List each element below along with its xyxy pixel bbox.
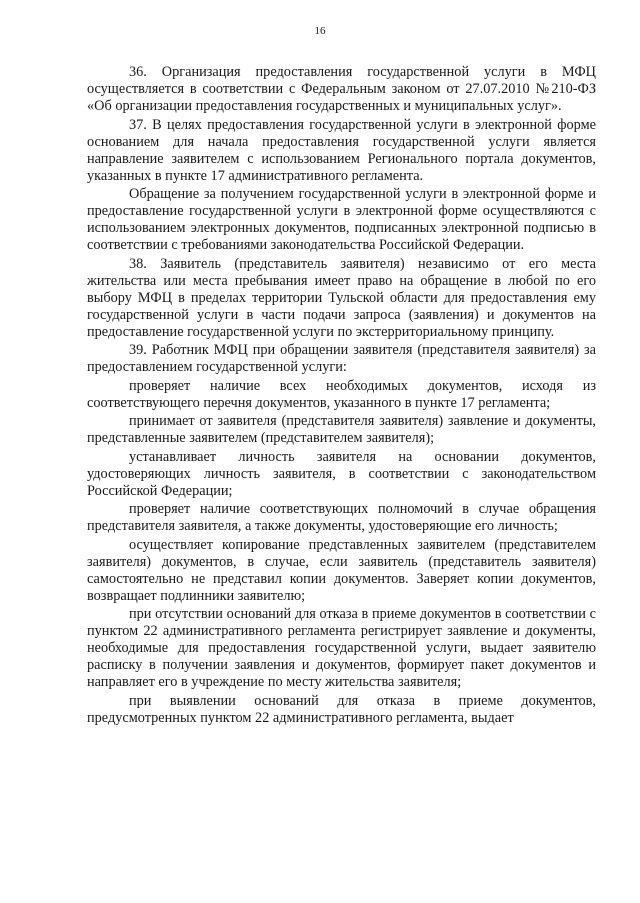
list-item-check-documents: проверяет наличие всех необходимых документов, исходя из соответствующего перечня документов, указанного в пункте 17 регламента; — [87, 377, 596, 411]
list-item-copy-documents: осуществляет копирование представленных заявителем (представителем заявителя) документов, в случае, если заявитель (представитель заявителя) самостоятельно не представил копии документов. Заверяет копии документов, возвращает подлинники заявителю; — [87, 536, 596, 604]
list-item-accept-application: принимает от заявителя (представителя заявителя) заявление и документы, представленные заявителем (представителем заявителя); — [87, 413, 596, 446]
list-item-check-authority: проверяет наличие соответствующих полномочий в случае обращения представителя заявителя, а также документы, удостоверяющие его личность; — [87, 501, 596, 534]
list-item-verify-identity: устанавливает личность заявителя на основании документов, удостоверяющих личность заявителя, в соответствии с законодательством Российской Федерации; — [87, 448, 596, 499]
document-body — [87, 64, 596, 728]
paragraph-38: 38. Заявитель (представитель заявителя) независимо от его места жительства или места пребывания имеет право на обращение в любой по его выбору МФЦ в пределах территории Тульской области для предоставления ему государственной услуги в части подачи запроса (заявления) и документов на предоставление государственной услуги по экстерриториальному принципу. — [87, 255, 596, 340]
paragraph-37: 37. В целях предоставления государственной услуги в электронной форме основанием для начала предоставления государственной услуги является направление заявителем с использованием Регионального портала документов, указанных в пункте 17 административного регламента. — [87, 116, 596, 184]
paragraph-39: 39. Работник МФЦ при обращении заявителя (представителя заявителя) за предоставлением государственной услуги: — [87, 342, 596, 375]
paragraph-37-electronic-docs: Обращение за получением государственной услуги в электронной форме и предоставление государственной услуги в электронной форме осуществляются с использованием электронных документов, подписанных электронной подписью в соответствии с требованиями законодательства Российской Федерации. — [87, 186, 596, 253]
list-item-register-application: при отсутствии оснований для отказа в приеме документов в соответствии с пунктом 22 административного регламента регистрирует заявление и документы, необходимые для предоставления государственной услуги, выдает заявителю расписку в получении заявления и документов, формирует пакет документов и направляет его в учреждение по месту жительства заявителя; — [87, 606, 596, 690]
paragraph-36: 36. Организация предоставления государственной услуги в МФЦ осуществляется в соответствии с Федеральным законом от 27.07.2010 №210-ФЗ «Об организации предоставления государственных и муниципальных услуг». — [87, 64, 596, 114]
list-item-refusal: при выявлении оснований для отказа в приеме документов, предусмотренных пунктом 22 административного регламента, выдает — [87, 692, 596, 726]
page-number: 16 — [314, 25, 326, 37]
